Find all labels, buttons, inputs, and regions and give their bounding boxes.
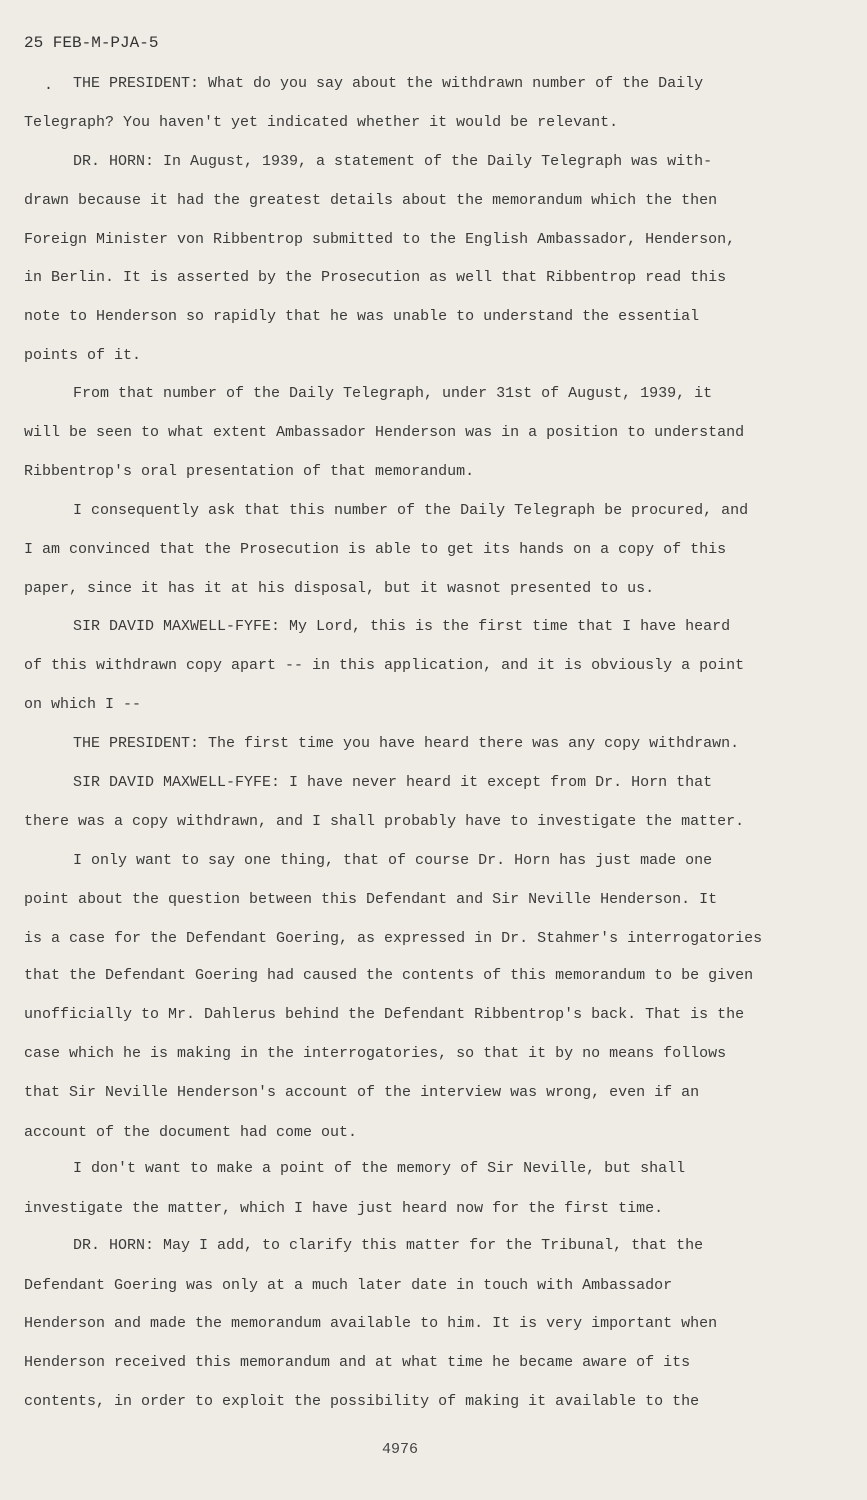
text-line: Henderson and made the memorandum available to him. It is very important when <box>24 1315 718 1332</box>
document-header: 25 FEB-M-PJA-5 <box>24 34 159 52</box>
text-line: in Berlin. It is asserted by the Prosecution as well that Ribbentrop read this <box>24 269 727 286</box>
text-line: THE PRESIDENT: What do you say about the withdrawn number of the Daily <box>73 75 704 92</box>
text-line: Ribbentrop's oral presentation of that memorandum. <box>24 463 475 480</box>
text-line: Foreign Minister von Ribbentrop submitted to the English Ambassador, Henderson, <box>24 231 736 248</box>
text-line: is a case for the Defendant Goering, as expressed in Dr. Stahmer's interrogatories <box>24 930 763 947</box>
bullet-mark: · <box>44 80 54 97</box>
text-line: THE PRESIDENT: The first time you have heard there was any copy withdrawn. <box>73 735 740 752</box>
text-line: on which I -- <box>24 696 142 713</box>
text-line: account of the document had come out. <box>24 1124 358 1141</box>
text-line: DR. HORN: In August, 1939, a statement of the Daily Telegraph was with- <box>73 153 713 170</box>
text-line: case which he is making in the interrogatories, so that it by no means follows <box>24 1045 727 1062</box>
text-line: paper, since it has it at his disposal, but it wasnot presented to us. <box>24 580 655 597</box>
text-line: I only want to say one thing, that of course Dr. Horn has just made one <box>73 852 713 869</box>
page-number: 4976 <box>381 1441 418 1458</box>
text-line: point about the question between this Defendant and Sir Neville Henderson. It <box>24 891 718 908</box>
text-line: Henderson received this memorandum and at what time he became aware of its <box>24 1354 691 1371</box>
text-line: contents, in order to exploit the possibility of making it available to the <box>24 1393 700 1410</box>
text-line: there was a copy withdrawn, and I shall probably have to investigate the matter. <box>24 813 745 830</box>
text-line: I consequently ask that this number of the Daily Telegraph be procured, and <box>73 502 749 519</box>
text-line: that the Defendant Goering had caused the contents of this memorandum to be given <box>24 967 754 984</box>
text-line: that Sir Neville Henderson's account of the interview was wrong, even if an <box>24 1084 700 1101</box>
text-line: Telegraph? You haven't yet indicated whether it would be relevant. <box>24 114 619 131</box>
text-line: investigate the matter, which I have just heard now for the first time. <box>24 1200 664 1217</box>
text-line: Defendant Goering was only at a much later date in touch with Ambassador <box>24 1277 673 1294</box>
text-line: will be seen to what extent Ambassador Henderson was in a position to understand <box>24 424 745 441</box>
text-line: points of it. <box>24 347 142 364</box>
text-line: drawn because it had the greatest details about the memorandum which the then <box>24 192 718 209</box>
text-line: SIR DAVID MAXWELL-FYFE: My Lord, this is the first time that I have heard <box>73 618 731 635</box>
text-line: note to Henderson so rapidly that he was unable to understand the essential <box>24 308 700 325</box>
text-line: I am convinced that the Prosecution is able to get its hands on a copy of this <box>24 541 727 558</box>
text-line: SIR DAVID MAXWELL-FYFE: I have never heard it except from Dr. Horn that <box>73 774 713 791</box>
text-line: From that number of the Daily Telegraph, under 31st of August, 1939, it <box>73 385 713 402</box>
text-line: DR. HORN: May I add, to clarify this matter for the Tribunal, that the <box>73 1237 704 1254</box>
text-line: unofficially to Mr. Dahlerus behind the Defendant Ribbentrop's back. That is the <box>24 1006 745 1023</box>
text-line: of this withdrawn copy apart -- in this application, and it is obviously a point <box>24 657 745 674</box>
text-line: I don't want to make a point of the memory of Sir Neville, but shall <box>73 1160 686 1177</box>
